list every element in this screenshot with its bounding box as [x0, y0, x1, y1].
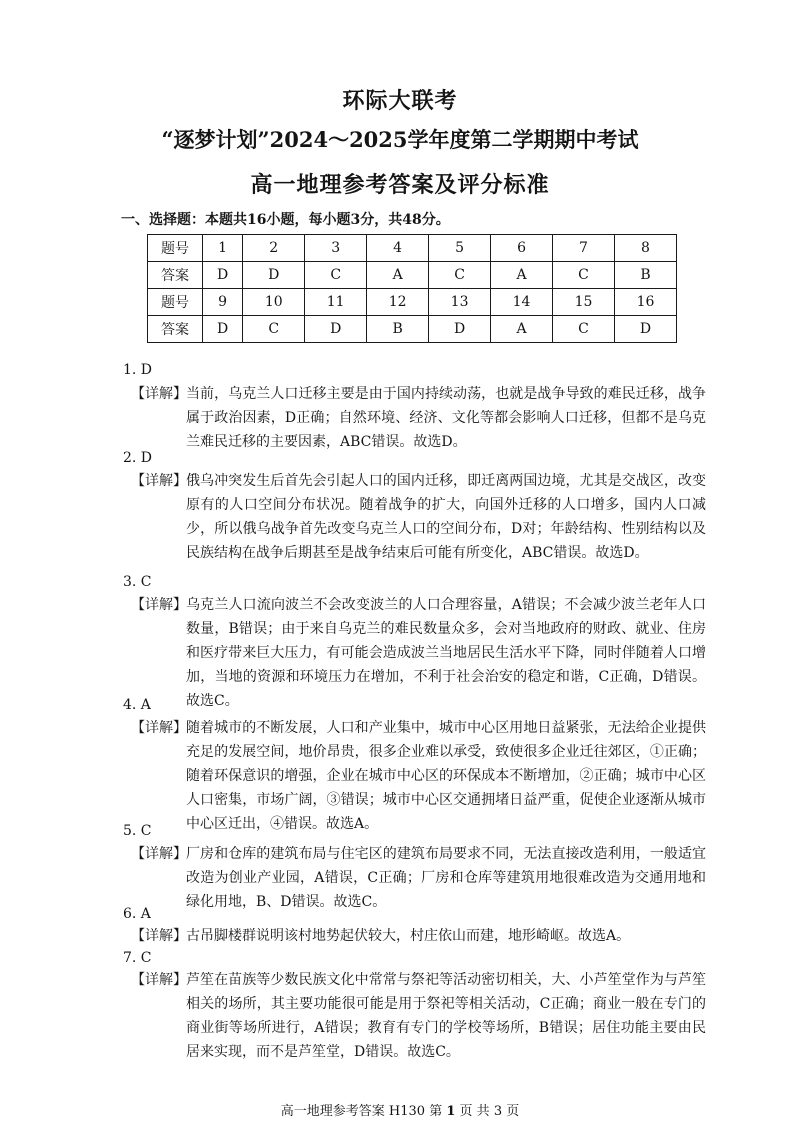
- question-number: 3. C: [123, 574, 152, 590]
- footer-page-label: 第: [429, 1104, 443, 1119]
- answer-table-cell: 11: [305, 289, 367, 316]
- answer-table-row: [148, 235, 677, 262]
- answer-table-cell: 7: [553, 235, 615, 262]
- explanation-text: 芦笙在苗族等少数民族文化中常常与祭祀等活动密切相关，大、小芦笙堂作为与芦笙相关的场所，其主要功能很可能是用于祭祀等相关活动，C正确；商业一般在专门的商业街等场所进行，A错误；教育有专门的学校等场所，B错误；居住功能主要由民居来实现，而不是芦笙堂，D错误。故选C。: [186, 972, 706, 1060]
- explanation-tag: 【详解】: [131, 972, 187, 988]
- answer-table-cell: B: [614, 262, 676, 289]
- explanation-text: 随着城市的不断发展，人口和产业集中，城市中心区用地日益紧张，无法给企业提供充足的发展空间，地价昂贵，很多企业难以承受，致使很多企业迁往郊区，①正确；随着环保意识的增强，企业在城市中心区的环保成本不断增加，②正确；城市中心区人口密集，市场广阔，③错误；城市中心区交通拥堵日益严重，促使企业逐渐从城市中心区迁出，④错误。故选A。: [186, 720, 706, 832]
- answer-table-cell: 4: [367, 235, 429, 262]
- answer-table-cell: 3: [305, 235, 367, 262]
- question-number: 2. D: [123, 450, 153, 466]
- exam-organizer-title: 环际大联考: [342, 88, 458, 114]
- section-heading: 一、选择题：本题共16小题，每小题3分，共48分。: [121, 212, 450, 228]
- explanation-tag: 【详解】: [131, 473, 187, 489]
- question-explanation: [131, 924, 706, 948]
- answer-table-cell: 15: [553, 289, 615, 316]
- answer-table-row-label: 答案: [148, 316, 203, 343]
- explanation-tag: 【详解】: [131, 928, 187, 944]
- explanation-text: 乌克兰人口流向波兰不会改变波兰的人口合理容量，A错误；不会减少波兰老年人口数量，B错误；由于来自乌克兰的难民数量众多，会对当地政府的财政、就业、住房和医疗带来巨大压力，有可能会造成波兰当地居民生活水平下降，同时伴随着人口增加，当地的资源和环境压力在增加，不利于社会治安的稳定和谐，C正确，D错误。故选C。: [186, 597, 706, 709]
- explanation-text: 俄乌冲突发生后首先会引起人口的国内迁移，即迁离两国边境，尤其是交战区，改变原有的人口空间分布状况。随着战争的扩大，向国外迁移的人口增多，国内人口减少，所以俄乌战争首先改变乌克兰人口的空间分布，D对；年龄结构、性别结构以及民族结构在战争后期甚至是战争结束后可能有所变化，ABC错误。故选D。: [186, 473, 706, 561]
- footer-total-label: 页 共: [459, 1104, 490, 1119]
- exam-name-title: “逐梦计划”2024～2025学年度第二学期期中考试: [161, 127, 639, 152]
- explanation-text: 当前，乌克兰人口迁移主要是由于国内持续动荡，也就是战争导致的难民迁移，战争属于政治因素，D正确；自然环境、经济、文化等都会影响人口迁移，但都不是乌克兰难民迁移的主要因素，ABC错误。故选D。: [186, 386, 706, 450]
- question-number: 5. C: [123, 823, 152, 839]
- answer-table-cell: C: [553, 316, 615, 343]
- answer-table-cell: 14: [491, 289, 553, 316]
- footer-page-number: 1: [446, 1104, 456, 1119]
- answer-table-cell: A: [367, 262, 429, 289]
- explanation-tag: 【详解】: [131, 597, 187, 613]
- answer-table-row-label: 题号: [148, 235, 203, 262]
- answer-table-cell: C: [429, 262, 491, 289]
- answer-table-cell: D: [614, 316, 676, 343]
- answer-table-cell: D: [429, 316, 491, 343]
- answer-table-cell: A: [491, 262, 553, 289]
- answer-table-cell: 6: [491, 235, 553, 262]
- question-number: 4. A: [123, 697, 151, 713]
- answer-table-row: [148, 262, 677, 289]
- question-number: 7. C: [123, 950, 152, 966]
- footer-page-suffix: 页: [506, 1104, 520, 1119]
- answer-table-cell: 13: [429, 289, 491, 316]
- answer-table-cell: 16: [614, 289, 676, 316]
- question-number: 6. A: [123, 906, 151, 922]
- answer-table-row-label: 题号: [148, 289, 203, 316]
- question-explanation: [131, 968, 706, 1064]
- answer-table-cell: D: [203, 262, 243, 289]
- explanation-text: 古吊脚楼群说明该村地势起伏较大，村庄依山而建，地形崎岖。故选A。: [186, 928, 631, 944]
- answer-table-cell: 12: [367, 289, 429, 316]
- explanation-tag: 【详解】: [131, 846, 187, 862]
- explanation-tag: 【详解】: [131, 386, 187, 402]
- explanation-text: 厂房和仓库的建筑布局与住宅区的建筑布局要求不同，无法直接改造利用，一般适宜改造为创业产业园，A错误，C正确；厂房和仓库等建筑用地很难改造为交通用地和绿化用地，B、D错误。故选C。: [186, 846, 706, 910]
- answer-table-cell: 9: [203, 289, 243, 316]
- answer-table-row: [148, 289, 677, 316]
- answer-table-cell: 2: [243, 235, 305, 262]
- answer-table-cell: 1: [203, 235, 243, 262]
- question-explanation: [131, 842, 706, 914]
- answer-table: [147, 234, 677, 343]
- answer-table-cell: A: [491, 316, 553, 343]
- footer-doc-code: 高一地理参考答案 H130: [280, 1104, 426, 1119]
- question-number: 1. D: [123, 362, 153, 378]
- explanation-tag: 【详解】: [131, 720, 187, 736]
- question-explanation: [131, 382, 706, 454]
- answer-table-cell: D: [243, 262, 305, 289]
- answer-table-cell: C: [553, 262, 615, 289]
- question-explanation: [131, 469, 706, 565]
- answer-table-cell: 5: [429, 235, 491, 262]
- question-explanation: [131, 716, 706, 836]
- question-explanation: [131, 593, 706, 713]
- answer-table-cell: C: [243, 316, 305, 343]
- answer-table-cell: D: [305, 316, 367, 343]
- page-footer: [0, 1100, 800, 1119]
- answer-table-cell: 8: [614, 235, 676, 262]
- answer-table-row: [148, 316, 677, 343]
- answer-table-cell: 10: [243, 289, 305, 316]
- answer-table-cell: B: [367, 316, 429, 343]
- answer-table-row-label: 答案: [148, 262, 203, 289]
- answer-table-cell: C: [305, 262, 367, 289]
- answer-key-title: 高一地理参考答案及评分标准: [250, 172, 550, 198]
- answer-table-cell: D: [203, 316, 243, 343]
- footer-total-pages: 3: [493, 1104, 503, 1119]
